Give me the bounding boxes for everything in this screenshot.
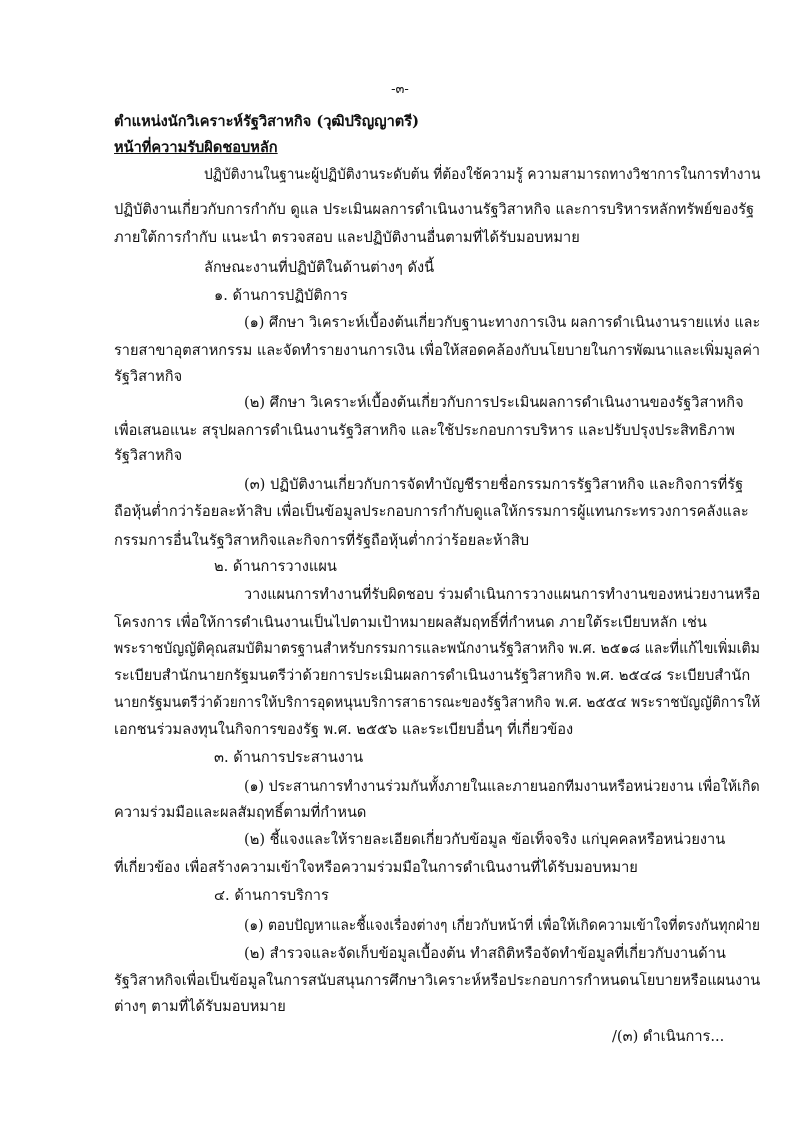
sec1-item2-line1: (๒) ศึกษา วิเคราะห์เบื้องต้นเกี่ยวกับการประเมินผลการดำเนินงานของรัฐวิสาหกิจ	[244, 394, 744, 411]
position-title: ตำแหน่งนักวิเคราะห์รัฐวิสาหกิจ (วุฒิปริญญาตรี)	[114, 113, 419, 130]
sec4-item2-line2: รัฐวิสาหกิจเพื่อเป็นข้อมูลในการสนับสนุนการศึกษาวิเคราะห์หรือประกอบการกำหนดนโยบายหรือแผนงาน	[114, 972, 761, 989]
sec1-item2-line2: เพื่อเสนอแนะ สรุปผลการดำเนินงานรัฐวิสาหกิจ และใช้ประกอบการบริหาร และปรับปรุงประสิทธิภาพ	[114, 422, 735, 439]
intro-line-3: ภายใต้การกำกับ แนะนำ ตรวจสอบ และปฏิบัติงานอื่นตามที่ได้รับมอบหมาย	[114, 229, 580, 246]
sec1-item1-line1: (๑) ศึกษา วิเคราะห์เบื้องต้นเกี่ยวกับฐานะทางการเงิน ผลการดำเนินงานรายแห่ง และ	[244, 314, 761, 331]
sec4-item2-line1: (๒) สำรวจและจัดเก็บข้อมูลเบื้องต้น ทำสถิติหรือจัดทำข้อมูลที่เกี่ยวกับงานด้าน	[244, 945, 726, 962]
sec2-para-line5: นายกรัฐมนตรีว่าด้วยการให้บริการอุดหนุนบริการสาธารณะของรัฐวิสาหกิจ พ.ศ. ๒๕๕๔ พระราชบัญญัติการให้	[114, 694, 761, 711]
lead-text: ลักษณะงานที่ปฏิบัติในด้านต่างๆ ดังนี้	[204, 259, 435, 276]
sec1-item2-line3: รัฐวิสาหกิจ	[114, 447, 183, 464]
sec4-item1: (๑) ตอบปัญหาและชี้แจงเรื่องต่างๆ เกี่ยวกับหน้าที่ เพื่อให้เกิดความเข้าใจที่ตรงกันทุกฝ่าย	[244, 917, 760, 934]
sec4-title: ๔. ด้านการบริการ	[214, 887, 329, 904]
intro-line-1: ปฏิบัติงานในฐานะผู้ปฏิบัติงานระดับต้น ที่ต้องใช้ความรู้ ความสามารถทางวิชาการในการทำงาน	[204, 166, 761, 183]
section-heading: หน้าที่ความรับผิดชอบหลัก	[114, 139, 278, 156]
sec2-para-line1: วางแผนการทำงานที่รับผิดชอบ ร่วมดำเนินการวางแผนการทำงานของหน่วยงานหรือ	[244, 586, 761, 603]
page-number: -๓-	[391, 82, 409, 97]
sec2-para-line4: ระเบียบสำนักนายกรัฐมนตรีว่าด้วยการประเมินผลการดำเนินงานรัฐวิสาหกิจ พ.ศ. ๒๕๔๘ ระเบียบสำนัก	[114, 667, 751, 684]
sec3-item2-line1: (๒) ชี้แจงและให้รายละเอียดเกี่ยวกับข้อมูล ข้อเท็จจริง แก่บุคคลหรือหน่วยงาน	[244, 831, 726, 848]
continuation-text: /(๓) ดำเนินการ...	[612, 1028, 725, 1045]
sec1-item3-line1: (๓) ปฏิบัติงานเกี่ยวกับการจัดทำบัญชีรายชื่อกรรมการรัฐวิสาหกิจ และกิจการที่รัฐ	[244, 476, 744, 493]
sec3-item1-line2: ความร่วมมือและผลสัมฤทธิ์ตามที่กำหนด	[114, 804, 367, 821]
sec3-item2-line2: ที่เกี่ยวข้อง เพื่อสร้างความเข้าใจหรือความร่วมมือในการดำเนินงานที่ได้รับมอบหมาย	[114, 859, 638, 876]
sec1-item1-line3: รัฐวิสาหกิจ	[114, 368, 183, 385]
sec1-item3-line3: กรรมการอื่นในรัฐวิสาหกิจและกิจการที่รัฐถือหุ้นต่ำกว่าร้อยละห้าสิบ	[114, 532, 530, 549]
sec2-para-line3: พระราชบัญญัติคุณสมบัติมาตรฐานสำหรับกรรมการและพนักงานรัฐวิสาหกิจ พ.ศ. ๒๕๑๘ และที่แก้ไขเพิ่มเติม	[114, 640, 760, 657]
sec1-title: ๑. ด้านการปฏิบัติการ	[214, 287, 348, 304]
sec2-para-line6: เอกชนร่วมลงทุนในกิจการของรัฐ พ.ศ. ๒๕๕๖ และระเบียบอื่นๆ ที่เกี่ยวข้อง	[114, 721, 574, 738]
sec3-item1-line1: (๑) ประสานการทำงานร่วมกันทั้งภายในและภายนอกทีมงานหรือหน่วยงาน เพื่อให้เกิด	[244, 778, 760, 795]
sec4-item2-line3: ต่างๆ ตามที่ได้รับมอบหมาย	[114, 998, 286, 1015]
sec2-title: ๒. ด้านการวางแผน	[214, 558, 337, 575]
sec2-para-line2: โครงการ เพื่อให้การดำเนินงานเป็นไปตามเป้าหมายผลสัมฤทธิ์ที่กำหนด ภายใต้ระเบียบหลัก เช่น	[114, 614, 707, 631]
sec1-item3-line2: ถือหุ้นต่ำกว่าร้อยละห้าสิบ เพื่อเป็นข้อมูลประกอบการกำกับดูแลให้กรรมการผู้แทนกระทรวงการคลังและ	[114, 503, 749, 520]
intro-line-2: ปฏิบัติงานเกี่ยวกับการกำกับ ดูแล ประเมินผลการดำเนินงานรัฐวิสาหกิจ และการบริหารหลักทรัพย์ของรัฐ	[114, 201, 755, 218]
sec3-title: ๓. ด้านการประสานงาน	[214, 749, 364, 766]
sec1-item1-line2: รายสาขาอุตสาหกรรม และจัดทำรายงานการเงิน เพื่อให้สอดคล้องกับนโยบายในการพัฒนาและเพิ่มมูลค่า	[114, 342, 761, 359]
